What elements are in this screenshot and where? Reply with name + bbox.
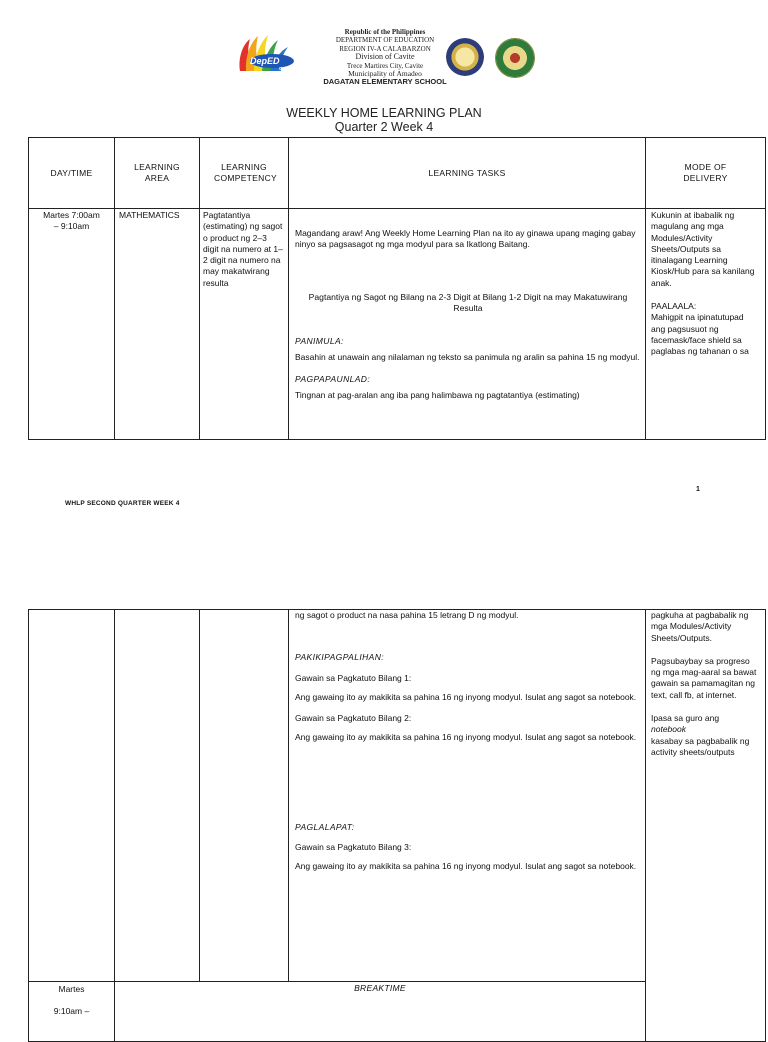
mode-text-a: pagkuha at pagbabalik ng mga Modules/Activity Sheets/Outputs.	[651, 610, 749, 643]
plan-heading: WEEKLY HOME LEARNING PLAN	[286, 106, 482, 120]
letterhead	[300, 28, 470, 87]
mode-text-c3: kasabay sa pagbabalik ng activity sheets/outputs	[651, 735, 750, 757]
tasks-cell-continued	[289, 610, 646, 982]
municipality-line: Municipality of Amadeo	[348, 69, 422, 79]
breaktime-label: BREAKTIME	[354, 983, 406, 993]
plan-subheading: Quarter 2 Week 4	[334, 120, 434, 134]
empty-competency-cell	[200, 610, 289, 982]
plan-title	[234, 106, 534, 134]
lesson-title: Pagtantiya ng Sagot ng Bilang na 2-3 Digit at Bilang 1-2 Digit na may Makatuwirang Resulta	[308, 291, 628, 313]
school-name: DAGATAN ELEMENTARY SCHOOL	[323, 77, 447, 87]
break-day-cell	[29, 982, 115, 1042]
mode-cell	[646, 209, 766, 440]
page-number: 1	[696, 486, 700, 493]
learning-plan-table	[28, 137, 766, 440]
col-header-tasks: LEARNING TASKS	[289, 138, 646, 209]
empty-daytime-cell	[29, 610, 115, 982]
col-header-area: LEARNING AREA	[115, 138, 200, 209]
tasks-cell	[289, 209, 646, 440]
col-header-competency: LEARNING COMPETENCY	[200, 138, 289, 209]
region-line: REGION IV-A CALABARZON	[339, 44, 431, 53]
gawain2-text: Ang gawaing ito ay makikita sa pahina 16 ng inyong modyul. Isulat ang sagot sa notebook.	[295, 732, 637, 743]
empty-area-cell	[115, 610, 200, 982]
panimula-text: Basahin at unawain ang nilalaman ng teksto sa panimula ng aralin sa pahina 15 ng modyul.	[295, 352, 640, 363]
intro-text: Magandang araw! Ang Weekly Home Learning Plan na ito ay ginawa upang maging gabay ninyo sa pagsasagot ng mga modyul para sa Ikatlong Baitang.	[295, 228, 636, 250]
break-day: Martes	[58, 984, 85, 994]
gawain1-text: Ang gawaing ito ay makikita sa pahina 16 ng inyong modyul. Isulat ang sagot sa notebook.	[295, 691, 637, 702]
school-seal	[495, 38, 535, 78]
gawain2-label: Gawain sa Pagkatuto Bilang 2:	[295, 713, 412, 724]
breaktime-cell	[115, 982, 646, 1042]
mode-text: Kukunin at ibabalik ng magulang ang mga Modules/Activity Sheets/Outputs sa itinalagang Learning Kiosk/Hub para sa kanilang anak.	[651, 210, 755, 288]
learning-area-cell: MATHEMATICS	[115, 209, 200, 440]
pagpapaunlad-label: PAGPAPAUNLAD:	[295, 373, 371, 384]
division-line: Division of Cavite	[355, 52, 415, 62]
gawain1-label: Gawain sa Pagkatuto Bilang 1:	[295, 672, 412, 683]
republic-line: Republic of the Philippines	[344, 28, 426, 36]
pagpapaunlad-text: Tingnan at pag-aralan ang iba pang halimbawa ng pagtatantiya (estimating)	[295, 390, 580, 401]
gawain3-text: Ang gawaing ito ay makikita sa pahina 16 ng inyong modyul. Isulat ang sagot sa notebook.	[295, 861, 637, 872]
footer-label: WHLP SECOND QUARTER WEEK 4	[65, 500, 180, 507]
department-line: DEPARTMENT OF EDUCATION	[335, 36, 435, 45]
competency-cell: Pagtatantiya (estimating) ng sagot o product ng 2–3 digit na numero at 1–2 digit na numero na may makatwirang resulta	[200, 209, 289, 440]
mode-text-c2: notebook	[651, 724, 686, 735]
continuation-text: ng sagot o product na nasa pahina 15 letrang D ng modyul.	[295, 610, 519, 620]
break-time: 9:10am –	[53, 1006, 90, 1017]
logo-text: DepED	[250, 56, 280, 66]
mode-cell-continued	[646, 610, 766, 1042]
mode-text-c1: Ipasa sa guro ang	[651, 713, 720, 724]
gawain3-label: Gawain sa Pagkatuto Bilang 3:	[295, 842, 412, 853]
pakikipagpalihan-label: PAKIKIPAGPALIHAN:	[295, 652, 384, 663]
logo-subtext: CAVITE	[279, 66, 296, 71]
paalala-label: PAALAALA:	[651, 301, 697, 312]
panimula-label: PANIMULA:	[295, 336, 344, 347]
city-line: Trece Martires City, Cavite	[346, 61, 424, 70]
col-header-daytime: DAY/TIME	[29, 138, 115, 209]
day-time-cell: Martes 7:00am – 9:10am	[29, 209, 115, 440]
learning-plan-table-continued	[28, 609, 766, 1042]
mode-text-b: Pagsubaybay sa progreso ng mga mag-aaral sa bawat gawain sa pamamagitan ng text, call fb, at internet.	[651, 655, 757, 700]
mode-text-c	[651, 713, 759, 758]
paglalapat-label: PAGLALAPAT:	[295, 821, 355, 832]
col-header-mode: MODE OF DELIVERY	[646, 138, 766, 209]
paalala-text: Mahigpit na ipinatutupad ang pagsusuot ng facemask/face shield sa paglabas ng tahanan o sa	[651, 312, 749, 357]
